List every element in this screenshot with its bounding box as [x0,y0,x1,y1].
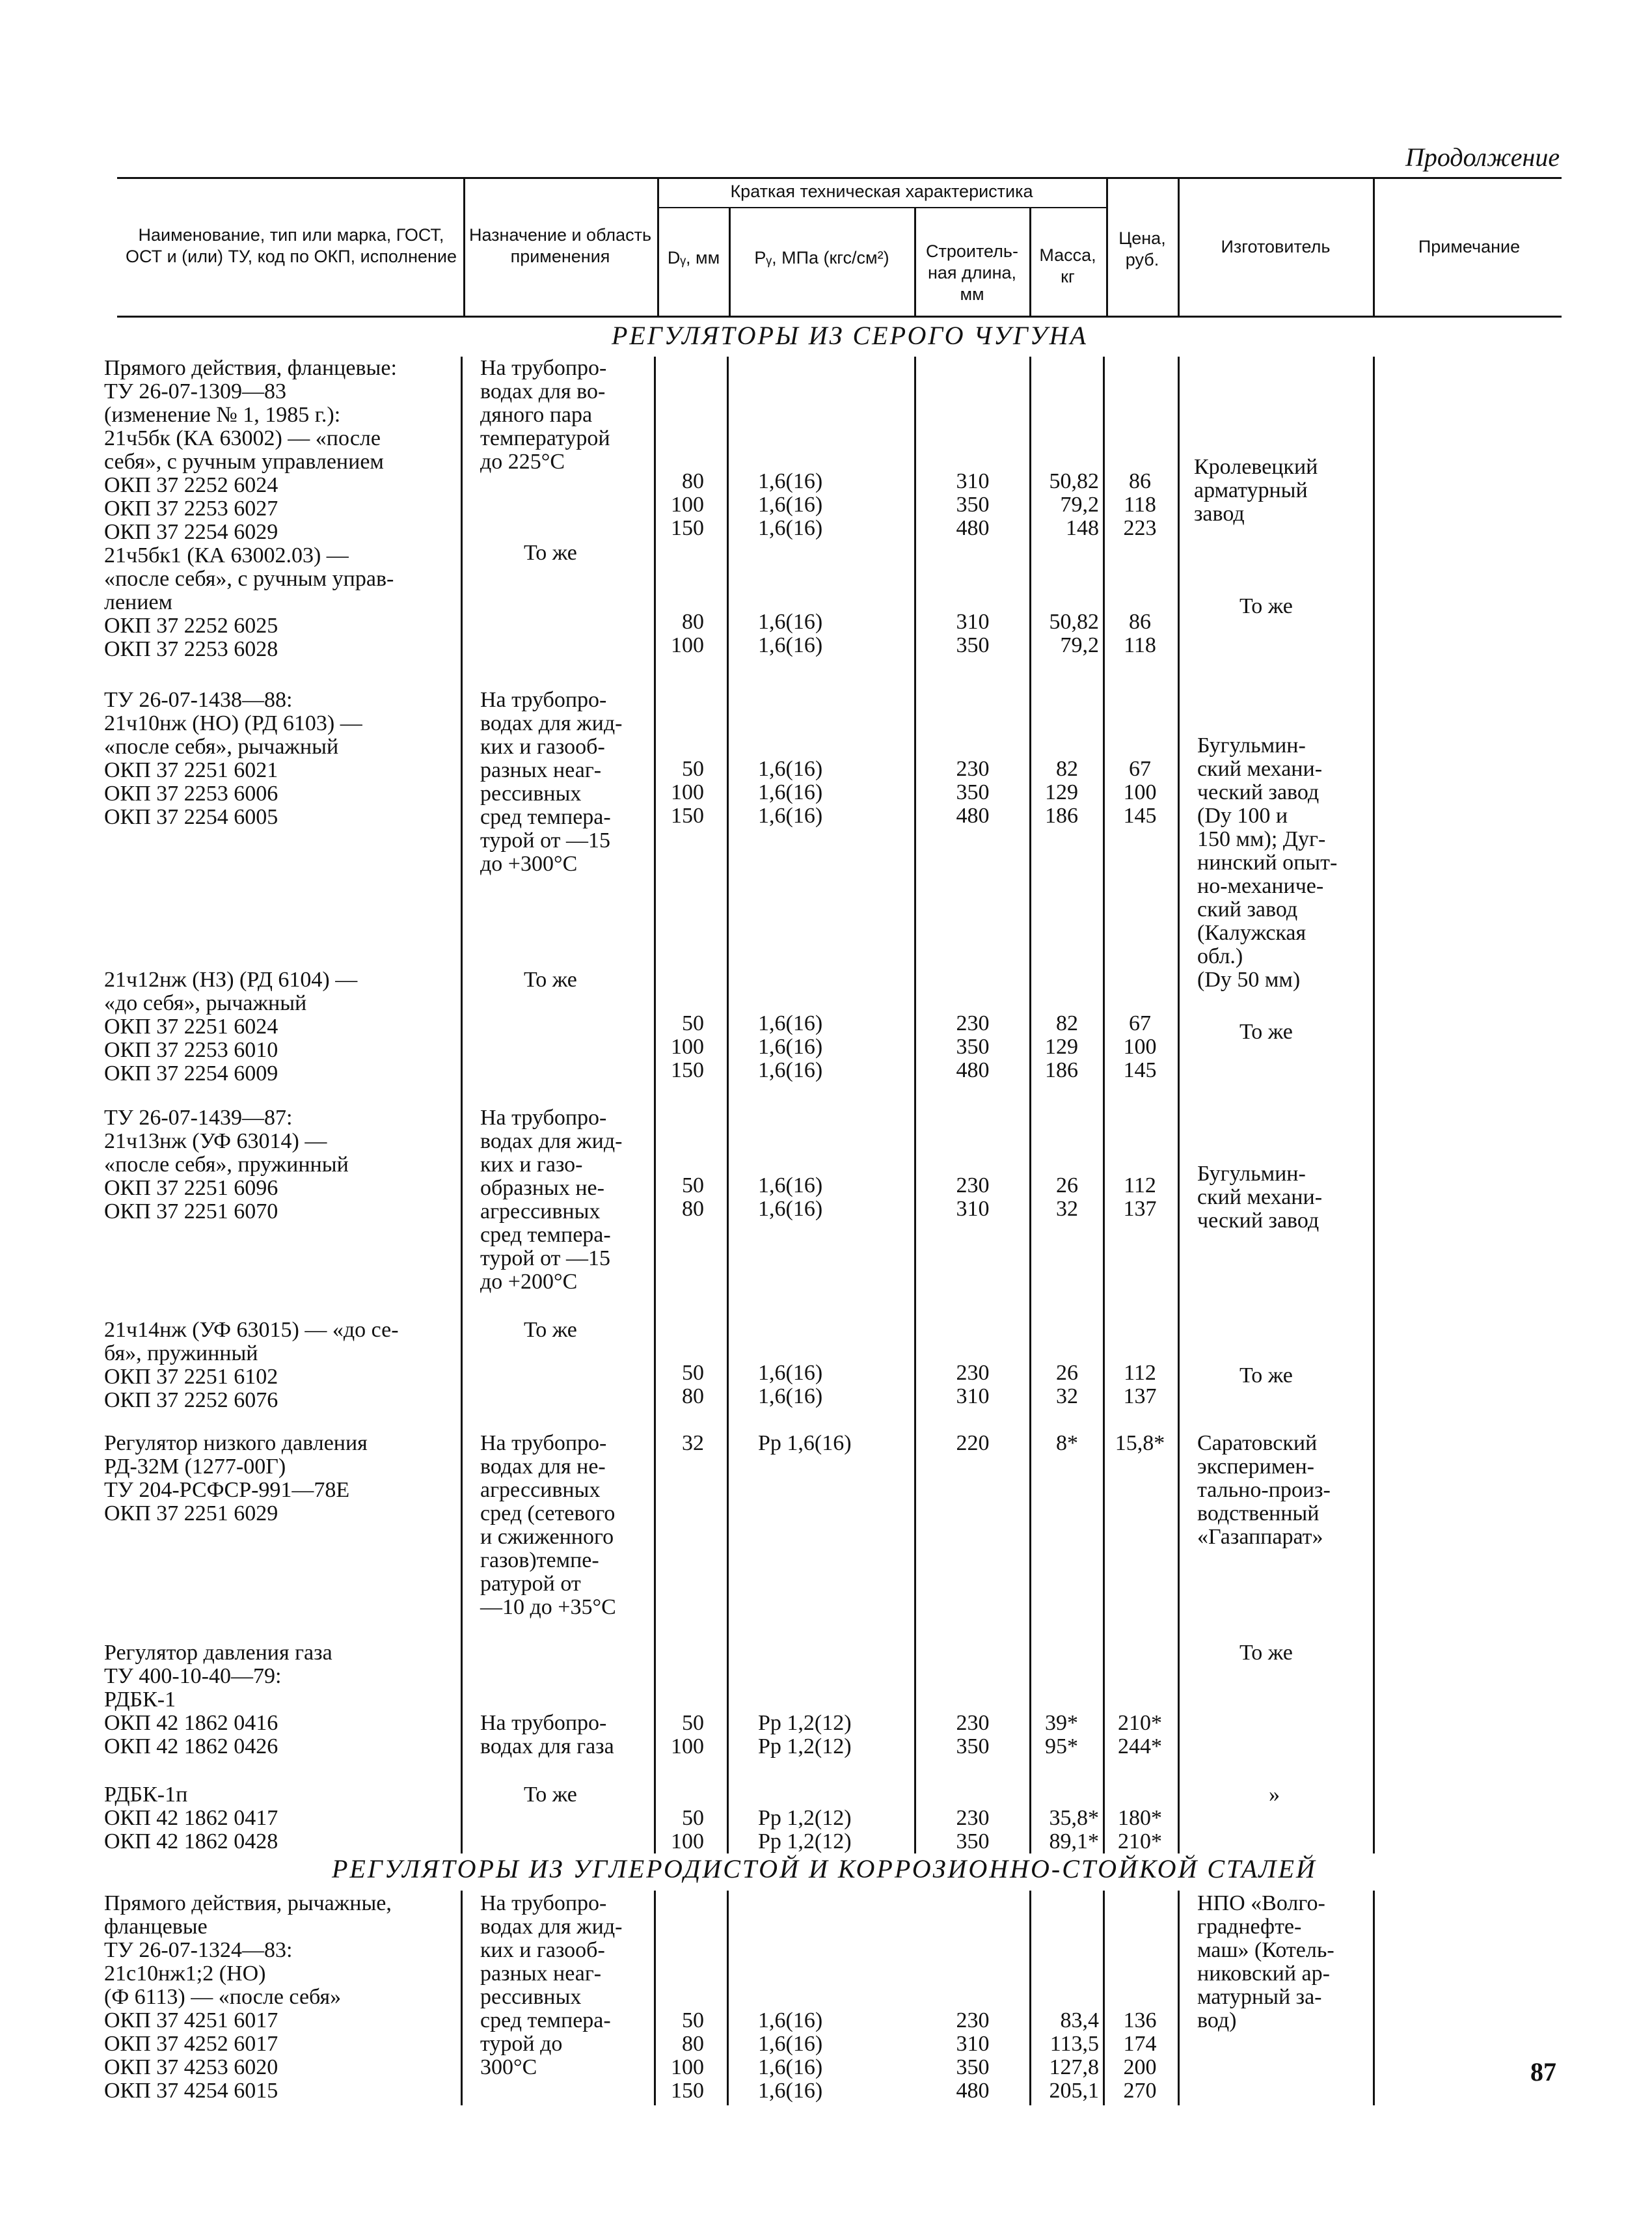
group-price: 67 100 145 [1123,1011,1157,1082]
group-dy: 50 100 150 [671,1011,704,1082]
group-maker-same: То же [1239,1020,1293,1044]
group-mass: 83,4 113,5 127,8 205,1 [1049,2008,1099,2103]
header-py: Pᵧ, МПа (кгс/см²) [754,248,889,267]
hdr-col-sep [657,177,659,316]
body-col-sep [1373,357,1375,1853]
group-mass: 50,82 79,2 148 50,82 79,2 [1049,469,1099,657]
group-mass: 39* 95* [1045,1711,1078,1758]
brief-subrule [657,207,1106,208]
group-length: 220 [956,1431,990,1455]
group-py: 1,6(16) 1,6(16) [758,1361,823,1408]
group-maker-same: То же [1239,1363,1293,1388]
body-col-sep [461,1891,463,2105]
group-purpose: На трубопро- водах для не- агрессивных сред (сетевого и сжиженного газов)темпе- ратурой от —10 до +35°С [480,1431,616,1619]
body-col-sep [654,357,656,1853]
group-name: 21ч14нж (УФ 63015) — «до се- бя», пружинный ОКП 37 2251 6102 ОКП 37 2252 6076 [104,1318,399,1412]
group-length: 230 350 480 [956,757,990,828]
group-mass: 8* [1056,1431,1078,1455]
body-col-sep [654,1891,656,2105]
group-mass: 35,8* 89,1* [1049,1806,1099,1853]
group-name: ТУ 26-07-1439—87: 21ч13нж (УФ 63014) — «после себя», пружинный ОКП 37 2251 6096 ОКП 37 2251 6070 [104,1106,349,1224]
group-name: РДБК-1п ОКП 42 1862 0417 ОКП 42 1862 0428 [104,1783,278,1853]
group-name: Регулятор низкого давления РД-32М (1277-00Г) ТУ 204-РСФСР-991—78Е ОКП 37 2251 6029 [104,1431,368,1525]
group-py: 1,6(16) 1,6(16) [758,1173,823,1221]
group-dy: 50 100 [671,1806,704,1853]
group-name: Прямого действия, фланцевые: ТУ 26-07-1309—83 (изменение № 1, 1985 г.): 21ч5бк (КА 63002) — «после себя», с ручным управлением ОКП 37 2252 6024 ОКП 37 2253 6027 ОКП 37 2254 6029 21ч5бк1 (КА 63002.03) — «после себя», с ручным управ- лением ОКП 37 2252 6025 ОКП 37 2253 6028 [104,356,397,661]
group-price: 67 100 145 [1123,757,1157,828]
group-dy: 32 [682,1431,704,1455]
group-dy: 50 80 [682,1173,704,1221]
header-note: Примечание [1418,237,1521,256]
group-purpose: На трубопро- водах для жид- ких и газо- образных не- агрессивных сред темпера- турой от —15 до +200°С [480,1106,623,1294]
header-dy: Dᵧ, мм [667,248,720,267]
header-length: Строитель- ная длина, мм [926,241,1018,304]
body-col-sep [1178,357,1180,1853]
group-name: Регулятор давления газа ТУ 400-10-40—79: РДБК-1 ОКП 42 1862 0416 ОКП 42 1862 0426 [104,1641,332,1758]
group-py: Pр 1,2(12) Pр 1,2(12) [758,1806,852,1853]
group-name: Прямого действия, рычажные, фланцевые ТУ 26-07-1324—83: 21с10нж1;2 (НО) (Ф 6113) — «после себя» ОКП 37 4251 6017 ОКП 37 4252 6017 ОКП 37 4253 6020 ОКП 37 4254 6015 [104,1891,392,2103]
group-py: 1,6(16) 1,6(16) 1,6(16) 1,6(16) 1,6(16) [758,469,823,657]
header-maker: Изготовитель [1221,237,1331,256]
group-price: 112 137 [1123,1173,1157,1221]
body-col-sep [461,357,463,1853]
group-length: 230 310 [956,1173,990,1221]
group-dy: 50 100 [671,1711,704,1758]
header-brief: Краткая техническая характеристика [730,182,1033,201]
group-mass: 26 32 [1056,1361,1078,1408]
group-mass: 82 129 186 [1045,757,1078,828]
group-price: 15,8* [1115,1431,1165,1455]
group-purpose: На трубопро- водах для во- дяного пара температурой до 225°С [480,356,610,474]
group-price: 180* 210* [1118,1806,1162,1853]
group-purpose-same: То же [524,968,577,992]
group-length: 230 310 350 480 [956,2008,990,2103]
group-purpose: На трубопро- водах для жид- ких и газооб- разных неаг- рессивных сред темпера- турой до 300°С [480,1891,623,2079]
group-dy: 50 80 [682,1361,704,1408]
group-maker-same: » [1269,1783,1280,1807]
group-maker: Бугульмин- ский механи- ческий завод [1197,1162,1323,1233]
group-dy: 50 80 100 150 [671,2008,704,2103]
group-name: 21ч12нж (НЗ) (РД 6104) — «до себя», рычажный ОКП 37 2251 6024 ОКП 37 2253 6010 ОКП 37 2254 6009 [104,968,358,1086]
group-py: 1,6(16) 1,6(16) 1,6(16) [758,757,823,828]
group-maker: Саратовский эксперимен- тально-произ- водственный «Газаппарат» [1197,1431,1331,1549]
body-col-sep [914,357,916,1853]
group-mass: 82 129 186 [1045,1011,1078,1082]
body-col-sep [1373,1891,1375,2105]
group-maker: НПО «Волго- граднефте- маш» (Котель- никовский ар- матурный за- вод) [1197,1891,1334,2032]
group-length: 230 350 [956,1711,990,1758]
group-price: 210* 244* [1118,1711,1162,1758]
header-price: Цена, руб. [1118,228,1166,269]
group-purpose-same: То же [524,541,577,565]
group-py: Pр 1,6(16) [758,1431,852,1455]
header-bottom-rule [117,316,1562,318]
group-py: 1,6(16) 1,6(16) 1,6(16) [758,1011,823,1082]
group-maker-same: То же [1239,594,1293,618]
group-maker: Бугульмин- ский механи- ческий завод (Dу 100 и 150 мм); Дуг- нинский опыт- но-механиче- ский завод (Калужская обл.) (Dу 50 мм) [1197,733,1338,992]
group-maker: Кролевецкий арматурный завод [1194,455,1318,526]
group-purpose-same: То же [524,1783,577,1807]
group-maker-same: То же [1239,1641,1293,1665]
group-length: 230 310 [956,1361,990,1408]
group-py: Pр 1,2(12) Pр 1,2(12) [758,1711,852,1758]
group-purpose: На трубопро- водах для газа [480,1711,614,1758]
group-dy: 80 100 150 80 100 [671,469,704,657]
header-mass: Масса, кг [1039,245,1096,286]
section-title-grey-iron: РЕГУЛЯТОРЫ ИЗ СЕРОГО ЧУГУНА [612,321,1088,350]
group-price: 86 118 223 86 118 [1123,469,1157,657]
section-title-carbon-steel: РЕГУЛЯТОРЫ ИЗ УГЛЕРОДИСТОЙ И КОРРОЗИОННО-СТОЙКОЙ СТАЛЕЙ [332,1854,1317,1883]
group-length: 310 350 480 310 350 [956,469,990,657]
hdr-col-sep [463,177,465,316]
page-number: 87 [1530,2057,1556,2086]
group-dy: 50 100 150 [671,757,704,828]
group-price: 136 174 200 270 [1123,2008,1157,2103]
group-name: ТУ 26-07-1438—88: 21ч10нж (НО) (РД 6103) — «после себя», рычажный ОКП 37 2251 6021 ОКП 37 2253 6006 ОКП 37 2254 6005 [104,688,362,829]
header-name: Наименование, тип или марка, ГОСТ, ОСТ и (или) ТУ, код по ОКП, исполнение [125,225,457,266]
group-price: 112 137 [1123,1361,1157,1408]
body-col-sep [727,1891,729,2105]
body-col-sep [1178,1891,1180,2105]
group-py: 1,6(16) 1,6(16) 1,6(16) 1,6(16) [758,2008,823,2103]
header-purpose: Назначение и область применения [468,225,652,266]
hdr-col-sep [729,207,731,316]
group-length: 230 350 480 [956,1011,990,1082]
group-length: 230 350 [956,1806,990,1853]
body-col-sep [727,357,729,1853]
group-purpose-same: То же [524,1318,577,1342]
group-mass: 26 32 [1056,1173,1078,1221]
continuation-label: Продолжение [1405,143,1560,172]
group-purpose: На трубопро- водах для жид- ких и газооб- разных неаг- рессивных сред темпера- турой от —15 до +300°С [480,688,623,876]
header-top-rule [117,177,1562,179]
